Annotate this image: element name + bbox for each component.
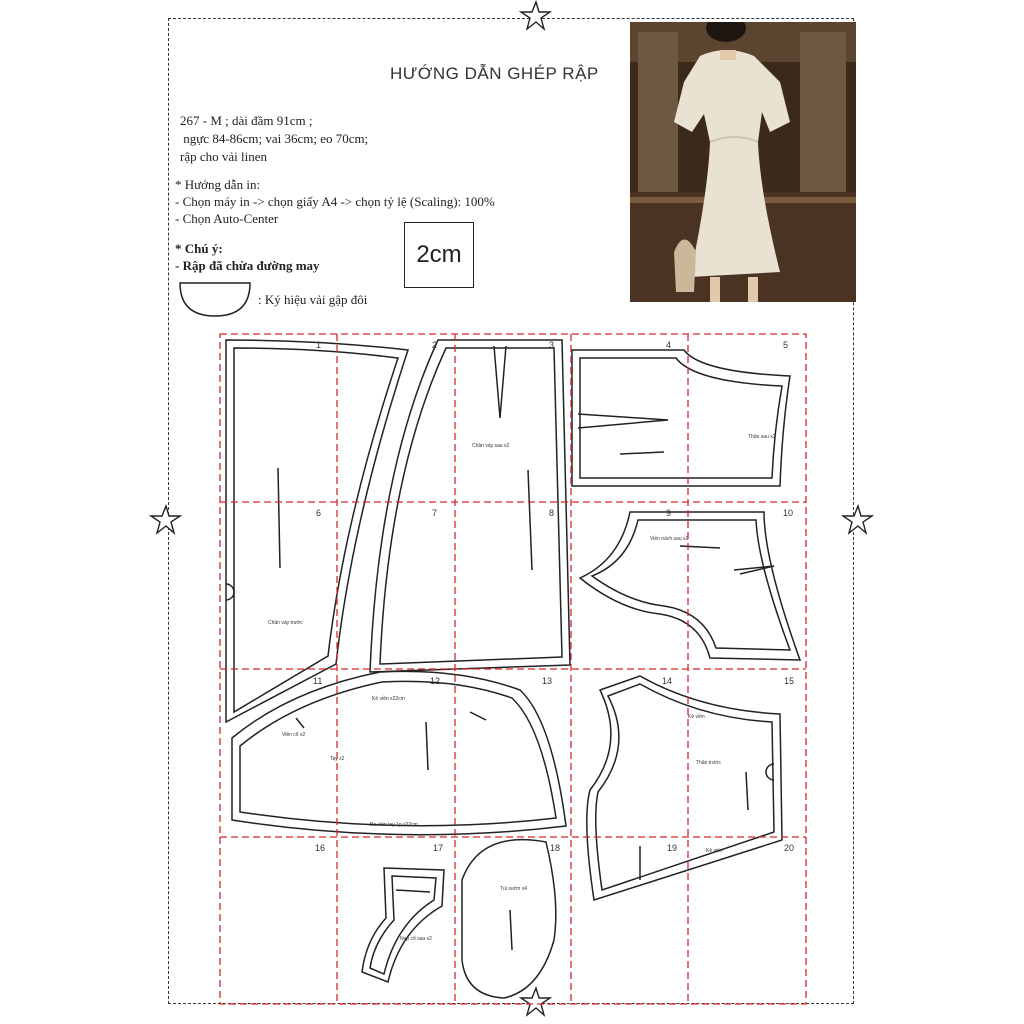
label-back-skirt: Chân váy sau x2 <box>472 443 510 449</box>
label-sleeve: Tay x2 <box>330 756 345 762</box>
page-number-3: 3 <box>549 340 555 350</box>
label-pocket: Túi sườn x4 <box>500 886 527 892</box>
page-number-5: 5 <box>783 340 789 350</box>
front-bodice-piece <box>587 676 782 900</box>
fold-legend: : Ký hiệu vải gập đôi <box>258 292 368 307</box>
print-step-1: - Chọn máy in -> chọn giấy A4 -> chọn tỷ lệ (Scaling): 100% <box>175 194 495 209</box>
spec-line-1: 267 - M ; dài đầm 91cm ; <box>180 113 313 128</box>
page-number-4: 4 <box>666 340 672 350</box>
star-icon-left <box>151 506 180 533</box>
label-neck-band: Viền cổ x2 <box>282 732 306 738</box>
page-number-11: 11 <box>313 676 323 686</box>
page-number-8: 8 <box>549 508 555 518</box>
spec-line-2: ngực 84-86cm; vai 36cm; eo 70cm; <box>180 131 369 146</box>
back-facing-piece <box>362 868 444 982</box>
label-back-facing: Nẹp cổ sau x2 <box>400 936 432 942</box>
page-number-16: 16 <box>315 843 326 853</box>
label-back-bodice: Thân sau x2 <box>748 434 776 440</box>
note-text: - Rập đã chừa đường may <box>175 258 320 273</box>
label-front-skirt: Chân váy trước <box>268 620 303 626</box>
page-number-2: 2 <box>432 340 438 350</box>
print-heading: * Hướng dẫn in: <box>175 177 261 192</box>
page-number-15: 15 <box>784 676 795 686</box>
spec-line-3: rập cho vải linen <box>180 149 267 164</box>
page-number-18: 18 <box>550 843 561 853</box>
label-neck-binding: Kẻ viền x22cm <box>372 696 405 702</box>
back-bodice-piece <box>572 350 790 486</box>
page-number-12: 12 <box>430 676 441 686</box>
note-heading: * Chú ý: <box>175 241 223 256</box>
label-side-edge: Kẻ viền <box>706 848 723 854</box>
scale-check-box: 2cm <box>404 222 474 288</box>
page-number-20: 20 <box>784 843 795 853</box>
page-number-6: 6 <box>316 508 322 518</box>
print-step-2: - Chọn Auto-Center <box>175 211 279 226</box>
page-number-17: 17 <box>433 843 444 853</box>
star-icon-top <box>521 2 550 29</box>
page-grid <box>220 334 806 1004</box>
star-icon-right <box>843 506 872 533</box>
page-number-1: 1 <box>316 340 322 350</box>
star-icon-bottom <box>521 988 550 1015</box>
label-sleeve-facing: Viền nách sau x2 <box>650 536 689 542</box>
page-number-14: 14 <box>662 676 673 686</box>
sleeve-facing-piece <box>580 512 800 660</box>
pocket-piece <box>462 840 556 998</box>
sleeve-piece <box>232 671 566 834</box>
star-marks <box>151 2 872 1015</box>
page-number-10: 10 <box>783 508 794 518</box>
page-title: HƯỚNG DẪN GHÉP RẬP <box>390 64 599 83</box>
page-number-7: 7 <box>432 508 438 518</box>
label-sleeve-hem: Bo viền tay 1p x27cm <box>370 822 418 828</box>
page-number-9: 9 <box>666 508 672 518</box>
label-front-edge: Kẻ viền <box>688 714 705 720</box>
page-number-13: 13 <box>542 676 553 686</box>
label-front-bodice: Thân trước <box>696 760 721 766</box>
back-skirt-piece <box>370 340 570 672</box>
page-number-19: 19 <box>667 843 678 853</box>
